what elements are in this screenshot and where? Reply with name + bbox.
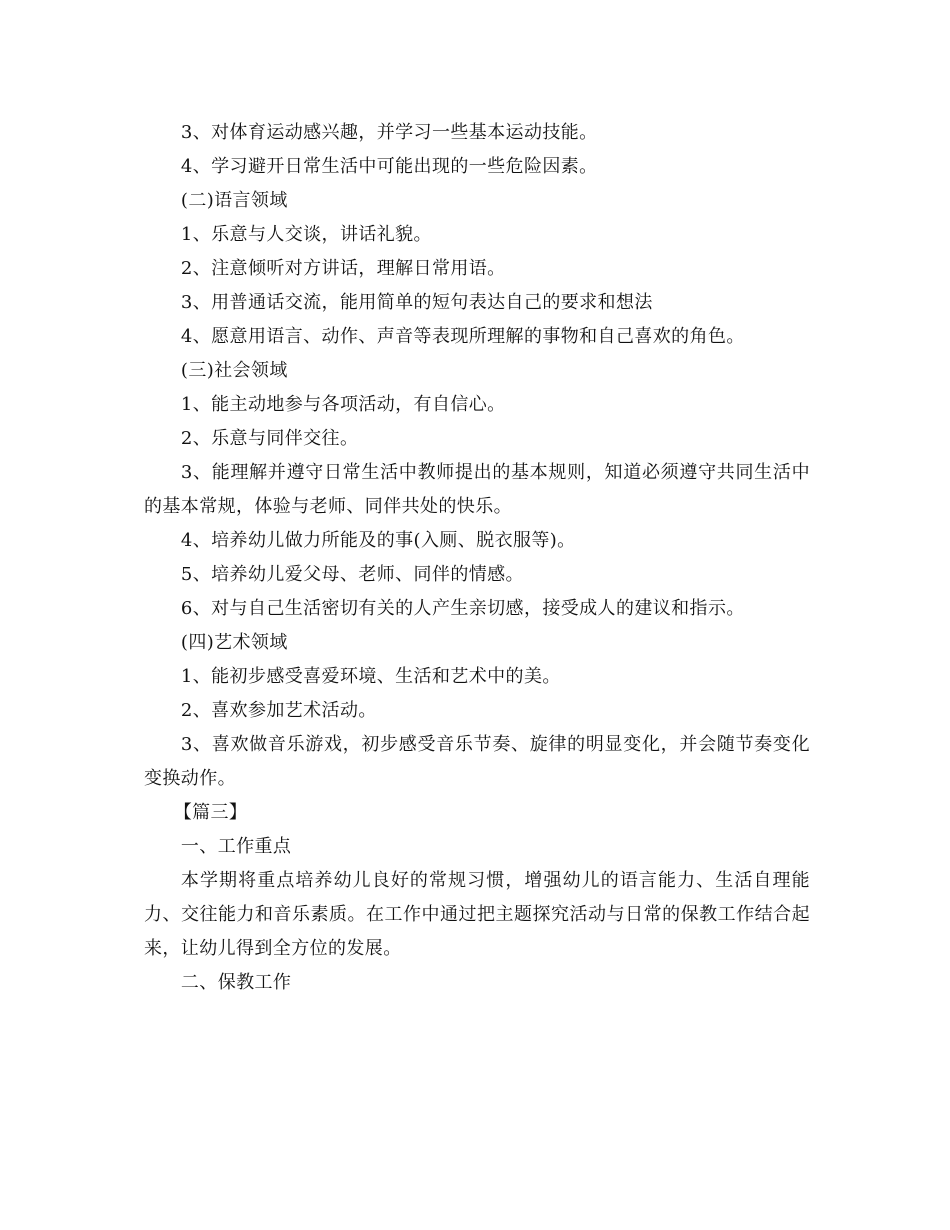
paragraph-social-goal-2: 2、乐意与同伴交往。 [180,428,359,449]
heading-care-education-work: 二、保教工作 [180,972,292,993]
document-body [144,116,810,1000]
paragraph-work-focus-body: 本学期将重点培养幼儿良好的常规习惯，增强幼儿的语言能力、生活自理能力、交往能力和音乐素质。在工作中通过把主题探究活动与日常的保教工作结合起来，让幼儿得到全方位的发展。 [144,870,810,959]
paragraph-social-goal-6: 6、对与自己生活密切有关的人产生亲切感，接受成人的建议和指示。 [180,598,745,619]
section-heading-part-three: 【篇三】 [173,802,248,823]
paragraph-social-goal-5: 5、培养幼儿爱父母、老师、同伴的情感。 [180,564,524,585]
heading-art-domain: (四)艺术领域 [180,632,288,653]
paragraph-health-goal-4: 4、学习避开日常生活中可能出现的一些危险因素。 [180,156,598,177]
paragraph-social-goal-4: 4、培养幼儿做力所能及的事(入厕、脱衣服等)。 [180,530,576,551]
paragraph-language-goal-2: 2、注意倾听对方讲话，理解日常用语。 [180,258,506,279]
paragraph-social-goal-3: 3、能理解并遵守日常生活中教师提出的基本规则，知道必须遵守共同生活中的基本常规，体验与老师、同伴共处的快乐。 [144,462,810,517]
heading-work-focus: 一、工作重点 [180,836,292,857]
paragraph-art-goal-1: 1、能初步感受喜爱环境、生活和艺术中的美。 [180,666,561,687]
paragraph-art-goal-2: 2、喜欢参加艺术活动。 [180,700,377,721]
paragraph-social-goal-1: 1、能主动地参与各项活动，有自信心。 [180,394,506,415]
paragraph-health-goal-3: 3、对体育运动感兴趣，并学习一些基本运动技能。 [180,122,598,143]
heading-social-domain: (三)社会领域 [180,360,288,381]
paragraph-language-goal-3: 3、用普通话交流，能用简单的短句表达自己的要求和想法 [180,292,653,313]
paragraph-art-goal-3: 3、喜欢做音乐游戏，初步感受音乐节奏、旋律的明显变化，并会随节奏变化变换动作。 [144,734,810,789]
paragraph-language-goal-4: 4、愿意用语言、动作、声音等表现所理解的事物和自己喜欢的角色。 [180,326,745,347]
heading-language-domain: (二)语言领域 [180,190,288,211]
paragraph-language-goal-1: 1、乐意与人交谈，讲话礼貌。 [180,224,432,245]
